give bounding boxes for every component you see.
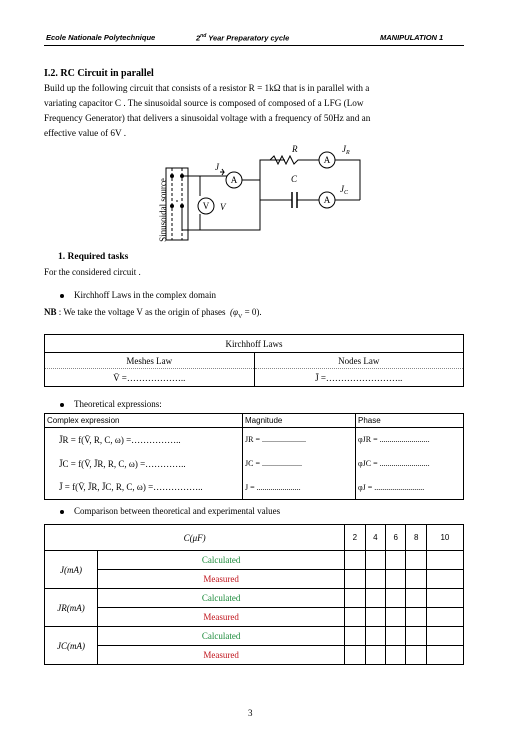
comparison-table: [44, 524, 464, 665]
header-complex: Complex expression: [45, 414, 243, 428]
bullet-kirchhoff: Kirchhoff Laws in the complex domain: [60, 290, 216, 300]
svg-text:V: V: [202, 201, 210, 211]
meshes-law-header: Meshes Law: [45, 353, 255, 369]
meshes-law-cell: V̄ =………………..: [45, 369, 255, 387]
col-2: 2: [345, 525, 365, 551]
tasks-heading: 1. Required tasks: [58, 252, 129, 262]
phase-j: φJ = .........................: [356, 476, 464, 500]
svg-text:JC: $J_C$: [340, 184, 349, 196]
row-jr-label: JR(mA): [45, 589, 98, 627]
intro-paragraph: Build up the following circuit that consists of a resistor R = 1kΩ that is in parallel with a variating capacitor C . The sinusoidal source is composed of composed of a LFG (Low Frequency Generator) that delivers a sinusoidal voltage with a frequency of 50Hz and an effective value of 6V .: [44, 83, 371, 138]
bullet-theoretical: Theoretical expressions:: [60, 399, 162, 409]
nodes-law-cell: J̄ =……………………..: [254, 369, 464, 387]
svg-text:JR: $J_R$: [342, 144, 350, 156]
phase-jr: φJR = .........................: [356, 428, 464, 452]
header-cycle: 2nd Year Preparatory cycle: [196, 33, 290, 43]
row-j-label: J(mA): [45, 551, 98, 589]
row-jr-calculated: Calculated: [98, 589, 345, 608]
mag-j: J = ......................: [243, 476, 356, 500]
bullet-comparison: Comparison between theoretical and experimental values: [60, 506, 280, 516]
row-j-measured: Measured: [98, 570, 345, 589]
source-label: Sinusoidal source: [158, 178, 168, 242]
svg-text:A: A: [323, 195, 331, 205]
source-box: [166, 168, 188, 240]
section-title: I.2. RC Circuit in parallel: [44, 68, 154, 79]
row-j-calculated: Calculated: [98, 551, 345, 570]
nodes-law-header: Nodes Law: [254, 353, 464, 369]
nb-line: NB : We take the voltage V as the origin of phases $(\varphi_V = 0)$.: [44, 307, 262, 320]
row-jc-measured: Measured: [98, 646, 345, 665]
svg-text:V: V: [220, 202, 226, 212]
mag-jr: JR = ......................: [243, 428, 356, 452]
expr-jc: J̄C = f(V̄, J̄R, R, C, ω) =…………..: [45, 452, 243, 476]
row-jr-measured: Measured: [98, 608, 345, 627]
row-jc-label: JC(mA): [45, 627, 98, 665]
header-magnitude: Magnitude: [243, 414, 356, 428]
tasks-intro: For the considered circuit .: [44, 267, 141, 277]
col-6: 6: [386, 525, 406, 551]
header-rule: [44, 45, 464, 46]
phase-jc: φJC = .........................: [356, 452, 464, 476]
header-phase: Phase: [356, 414, 464, 428]
row-jc-calculated: Calculated: [98, 627, 345, 646]
mag-jc: JC = ....................: [243, 452, 356, 476]
col-c-header: C(μF): [45, 525, 345, 551]
expr-j: J̄ = f(V̄, J̄R, J̄C, R, C, ω) =……………..: [45, 476, 243, 500]
col-4: 4: [365, 525, 385, 551]
col-8: 8: [406, 525, 426, 551]
kirchhoff-table: [44, 334, 464, 387]
header-school: Ecole Nationale Polytechnique: [46, 33, 156, 42]
col-10: 10: [426, 525, 463, 551]
theoretical-table: [44, 413, 464, 500]
svg-text:J: J: [215, 162, 219, 172]
kirchhoff-title: Kirchhoff Laws: [45, 335, 464, 353]
header-manipulation: MANIPULATION 1: [380, 33, 444, 42]
svg-text:R: R: [292, 144, 298, 154]
svg-text:A: A: [230, 175, 238, 185]
svg-text:A: A: [323, 155, 331, 165]
page-number: 3: [248, 708, 253, 718]
circuit-diagram: [140, 140, 380, 250]
svg-text:C: C: [291, 174, 298, 184]
expr-jr: J̄R = f(V̄, R, C, ω) =……………..: [45, 428, 243, 452]
